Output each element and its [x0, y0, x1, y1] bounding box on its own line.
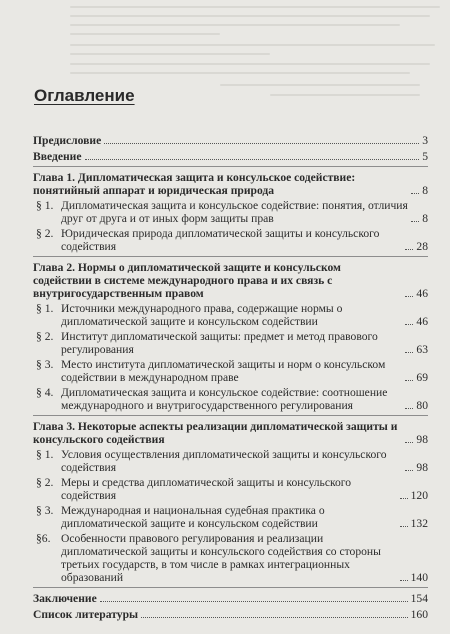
toc-entry-section — [61, 330, 428, 356]
toc-entry-section — [61, 358, 428, 384]
section-row[interactable] — [33, 330, 428, 356]
section-number: § 2. — [36, 227, 54, 240]
toc-entry-section — [61, 504, 428, 530]
page-number: 8 — [422, 212, 428, 225]
section-number: § 2. — [36, 476, 54, 489]
toc-entry-preface[interactable] — [33, 134, 428, 147]
chapter-1 — [33, 167, 428, 257]
toc-entry-chapter[interactable] — [33, 261, 428, 300]
toc-entry-section — [61, 476, 428, 502]
page-number: 5 — [422, 150, 428, 163]
leader-dots — [104, 143, 419, 144]
leader-dots — [411, 193, 419, 194]
toc-entry-introduction[interactable] — [33, 150, 428, 163]
leader-dots — [411, 221, 419, 222]
leader-dots — [405, 442, 413, 443]
table-of-contents — [33, 130, 428, 624]
section-number: § 3. — [36, 358, 54, 371]
page-number: 3 — [422, 134, 428, 147]
section-number: § 2. — [36, 330, 54, 343]
toc-entry-chapter[interactable] — [33, 420, 428, 446]
leader-dots — [405, 324, 413, 325]
page-number: 46 — [416, 287, 428, 300]
section-title: Условия осуществления дипломатической защиты и консульского содействия — [61, 448, 387, 474]
section-row[interactable] — [33, 302, 428, 328]
toc-entry-section — [61, 227, 428, 253]
chapter-3 — [33, 416, 428, 588]
section-number: § 1. — [36, 199, 54, 212]
leader-dots — [405, 296, 413, 297]
section-row[interactable] — [33, 199, 428, 225]
page-number: 28 — [416, 240, 428, 253]
entry-title: Введение — [33, 150, 82, 163]
section-row[interactable] — [33, 227, 428, 253]
section-number: § 3. — [36, 504, 54, 517]
section-row[interactable] — [33, 448, 428, 474]
toc-entry-section — [61, 532, 428, 584]
toc-entry-bibliography[interactable] — [33, 608, 428, 621]
chapter-title: Глава 2. Нормы о дипломатической защите и консульском содействии в системе международного права и их связь с внутригосударственным правом — [33, 261, 341, 300]
section-row[interactable] — [33, 532, 428, 584]
leader-dots — [405, 352, 413, 353]
section-row[interactable] — [33, 358, 428, 384]
section-title: Юридическая природа дипломатической защиты и консульского содействия — [61, 227, 380, 253]
show-through-text — [0, 0, 450, 100]
section-row[interactable] — [33, 386, 428, 412]
page-number: 120 — [410, 489, 428, 502]
section-title: Особенности правового регулирования и реализации дипломатической защиты и консульского содействия со стороны третьих государств, в том числе в рамках интеграционных образований — [61, 532, 381, 584]
page-number: 132 — [410, 517, 428, 530]
chapter-2 — [33, 257, 428, 416]
section-title: Источники международного права, содержащие нормы о дипломатической защите и консульском содействии — [61, 302, 343, 328]
page-number: 160 — [410, 608, 428, 621]
leader-dots — [405, 249, 413, 250]
leader-dots — [85, 159, 420, 160]
toc-entry-chapter[interactable] — [33, 171, 428, 197]
section-title: Международная и национальная судебная практика о дипломатической защите и консульском содействии — [61, 504, 325, 530]
chapter-title: Глава 1. Дипломатическая защита и консульское содействие: понятийный аппарат и юридическая природа — [33, 171, 356, 197]
toc-entry-conclusion[interactable] — [33, 592, 428, 605]
front-matter — [33, 130, 428, 167]
page-number: 69 — [416, 371, 428, 384]
section-number: § 4. — [36, 386, 54, 399]
leader-dots — [400, 580, 408, 581]
leader-dots — [100, 601, 408, 602]
section-title: Дипломатическая защита и консульское содействие: соотношение международного и внутригосударственного регулирования — [61, 386, 388, 412]
page-number: 98 — [416, 433, 428, 446]
entry-title: Заключение — [33, 592, 97, 605]
page-title: Оглавление — [34, 86, 135, 105]
page-number: 63 — [416, 343, 428, 356]
leader-dots — [405, 380, 413, 381]
toc-entry-section — [61, 302, 428, 328]
page-number: 154 — [410, 592, 428, 605]
page-number: 46 — [416, 315, 428, 328]
leader-dots — [405, 408, 413, 409]
page-number: 140 — [410, 571, 428, 584]
toc-entry-section — [61, 199, 428, 225]
page-number: 8 — [422, 184, 428, 197]
section-number: § 1. — [36, 302, 54, 315]
page-number: 98 — [416, 461, 428, 474]
section-number: § 1. — [36, 448, 54, 461]
section-row[interactable] — [33, 504, 428, 530]
leader-dots — [405, 470, 413, 471]
chapter-title: Глава 3. Некоторые аспекты реализации дипломатической защиты и консульского содействия — [33, 420, 398, 446]
section-title: Дипломатическая защита и консульское содействие: понятия, отличия друг от друга и от иных форм защиты прав — [61, 199, 408, 225]
section-number: §6. — [36, 532, 51, 545]
entry-title: Предисловие — [33, 134, 102, 147]
section-row[interactable] — [33, 476, 428, 502]
section-title: Меры и средства дипломатической защиты и консульского содействия — [61, 476, 352, 502]
section-title: Институт дипломатической защиты: предмет и метод правового регулирования — [61, 330, 378, 356]
leader-dots — [400, 498, 408, 499]
toc-entry-section — [61, 386, 428, 412]
entry-title: Список литературы — [33, 608, 139, 621]
back-matter — [33, 588, 428, 624]
page-number: 80 — [416, 399, 428, 412]
leader-dots — [141, 617, 408, 618]
section-title: Место института дипломатической защиты и норм о консульском содействии в международном праве — [61, 358, 386, 384]
toc-entry-section — [61, 448, 428, 474]
leader-dots — [400, 526, 408, 527]
